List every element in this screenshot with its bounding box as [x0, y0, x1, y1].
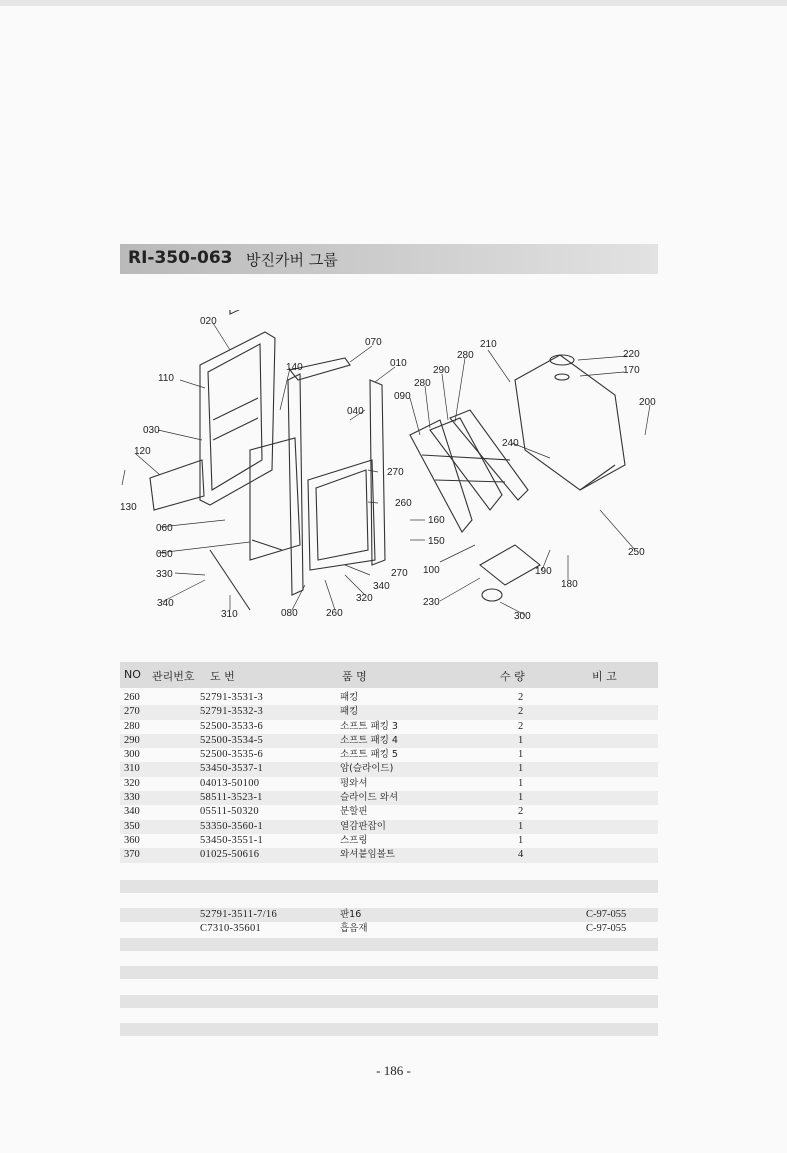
extra-parts-table — [120, 908, 658, 937]
callout-label: 320 — [356, 593, 373, 604]
callout-label: 050 — [156, 549, 173, 560]
cell-qty: 2 — [518, 706, 524, 718]
header-drawing-no: 도 번 — [210, 670, 235, 683]
table-row — [120, 777, 658, 791]
callout-label: 230 — [423, 597, 440, 608]
cell-no: 330 — [124, 792, 140, 804]
cap-170 — [555, 374, 569, 380]
empty-row-stripe — [120, 1023, 658, 1036]
cell-no: 300 — [124, 749, 140, 761]
cell-name: 와셔붙임볼트 — [340, 849, 396, 861]
cell-qty: 2 — [518, 806, 524, 818]
group-name: 방진카버 그룹 — [246, 251, 338, 269]
door-panel-inner — [208, 344, 262, 490]
cell-no: 350 — [124, 820, 140, 832]
plate-230 — [480, 545, 540, 585]
callout-label: 340 — [157, 598, 174, 609]
group-code: RI-350-063 — [128, 248, 233, 268]
cell-part-no: 52791-3511-7/16 — [200, 909, 278, 920]
callout-label: 160 — [428, 515, 445, 526]
callout-label: 080 — [281, 608, 298, 619]
cell-note: C-97-055 — [586, 909, 627, 920]
cell-qty: 2 — [518, 720, 524, 732]
callout-label: 020 — [200, 316, 217, 327]
cell-no: 310 — [124, 763, 140, 775]
callout-label: 030 — [143, 425, 160, 436]
cell-qty: 1 — [518, 820, 524, 832]
callout-label: 010 — [390, 358, 407, 369]
cell-no: 370 — [124, 849, 140, 861]
cell-no: 360 — [124, 834, 140, 846]
cell-name: 열감판잡이 — [340, 820, 386, 832]
table-row — [120, 705, 658, 719]
page-edge — [0, 0, 787, 6]
header-no: NO — [124, 668, 141, 681]
callout-label: 340 — [373, 581, 390, 592]
gasket-300 — [482, 589, 502, 601]
cell-part-no: 52791-3532-3 — [200, 706, 264, 718]
cell-qty: 1 — [518, 734, 524, 746]
exploded-parts-diagram — [110, 310, 670, 630]
empty-row-stripe — [120, 880, 658, 893]
table-row — [120, 848, 658, 862]
callout-label: 300 — [514, 611, 531, 622]
header-part-name: 품 명 — [342, 670, 367, 683]
table-row — [120, 720, 658, 734]
table-row — [120, 748, 658, 762]
cell-part-no: 53350-3560-1 — [200, 820, 264, 832]
callout-label: 240 — [502, 438, 519, 449]
table-body — [120, 688, 658, 863]
cell-no: 260 — [124, 692, 140, 703]
cell-no: 340 — [124, 806, 140, 818]
parts-table — [120, 662, 658, 863]
callout-label: 270 — [391, 568, 408, 579]
cell-name: 소프트 패킹 3 — [340, 720, 398, 732]
table-row — [120, 791, 658, 805]
cell-part-no: 53450-3537-1 — [200, 763, 264, 775]
header-mgmt-no: 관리번호 — [152, 670, 195, 683]
cell-no: 270 — [124, 706, 140, 718]
callout-label: 220 — [623, 349, 640, 360]
callout-label: 260 — [326, 608, 343, 619]
callout-label: 070 — [365, 337, 382, 348]
cell-part-no: 04013-50100 — [200, 777, 260, 789]
cell-part-no: 52500-3534-5 — [200, 734, 264, 746]
housing-edge — [580, 465, 615, 490]
callout-label: 100 — [423, 565, 440, 576]
table-row — [120, 922, 658, 936]
cell-qty: 1 — [518, 792, 524, 804]
cell-name: 슬라이드 와셔 — [340, 792, 399, 804]
page-number: - 186 - — [376, 1063, 411, 1078]
table-row — [120, 820, 658, 834]
callout-label: 280 — [457, 350, 474, 361]
cell-no: 280 — [124, 720, 140, 732]
cell-part-no: 01025-50616 — [200, 849, 260, 861]
cell-no: 290 — [124, 734, 140, 746]
cell-qty: 1 — [518, 777, 524, 789]
cell-name: 분할핀 — [340, 806, 368, 818]
cell-qty: 1 — [518, 749, 524, 761]
cell-part-no: 52791-3531-3 — [200, 692, 264, 703]
stay-050 — [252, 540, 282, 550]
callout-label: 270 — [387, 467, 404, 478]
cell-note: C-97-055 — [586, 923, 627, 935]
table-row — [120, 834, 658, 848]
door-ribs — [213, 398, 258, 440]
callout-label: 090 — [394, 391, 411, 402]
cell-no: 320 — [124, 777, 140, 789]
cell-qty: 2 — [518, 692, 524, 703]
callout-label: 130 — [120, 502, 137, 513]
empty-row-stripe — [120, 966, 658, 979]
cell-name: 소프트 패킹 5 — [340, 749, 398, 761]
cell-name: 암(슬라이드) — [340, 763, 394, 775]
door-vent-1 — [230, 310, 242, 314]
callout-label: 110 — [158, 373, 174, 384]
cell-qty: 1 — [518, 763, 524, 775]
cell-part-no: 05511-50320 — [200, 806, 259, 818]
cell-name: 패킹 — [340, 706, 359, 718]
table-row — [120, 908, 658, 922]
cell-name: 패킹 — [340, 692, 359, 703]
table-row — [120, 805, 658, 819]
cell-part-no: 53450-3551-1 — [200, 834, 264, 846]
callout-label: 150 — [428, 536, 445, 547]
cell-name: 스프링 — [340, 834, 368, 846]
callout-label: 210 — [480, 339, 497, 350]
callout-label: 170 — [623, 365, 640, 376]
cell-part-no: C7310-35601 — [200, 923, 262, 935]
baffle-290 — [430, 418, 502, 510]
header-qty: 수 량 — [500, 670, 525, 683]
cell-name: 판16 — [340, 909, 362, 920]
cell-part-no: 52500-3535-6 — [200, 749, 264, 761]
cell-qty: 4 — [518, 849, 524, 861]
table-header — [120, 662, 658, 688]
base-plate-120 — [150, 460, 204, 510]
cell-name: 평와셔 — [340, 777, 368, 789]
cell-part-no: 58511-3523-1 — [200, 792, 263, 804]
table-row — [120, 691, 658, 705]
table-row — [120, 734, 658, 748]
cell-qty: 1 — [518, 834, 524, 846]
callout-label: 310 — [221, 609, 238, 620]
empty-row-stripe — [120, 938, 658, 951]
callout-label: 250 — [628, 547, 645, 558]
empty-row-stripe — [120, 995, 658, 1008]
callout-label: 120 — [134, 446, 151, 457]
callout-label: 140 — [286, 362, 303, 373]
cell-part-no: 52500-3533-6 — [200, 720, 264, 732]
callout-label: 330 — [156, 569, 173, 580]
callout-label: 190 — [535, 566, 552, 577]
frame-post-left — [288, 374, 303, 595]
callout-label: 060 — [156, 523, 173, 534]
cell-name: 흡음재 — [340, 923, 368, 935]
section-title-bar — [120, 244, 658, 274]
table-row — [120, 762, 658, 776]
callout-label: 280 — [414, 378, 431, 389]
callout-label: 290 — [433, 365, 450, 376]
cell-name: 소프트 패킹 4 — [340, 734, 398, 746]
callout-label: 180 — [561, 579, 578, 590]
window-inner-270 — [316, 470, 368, 560]
callout-label: 260 — [395, 498, 412, 509]
callout-label: 200 — [639, 397, 656, 408]
header-note: 비 고 — [592, 670, 617, 683]
callout-label: 040 — [347, 406, 364, 417]
